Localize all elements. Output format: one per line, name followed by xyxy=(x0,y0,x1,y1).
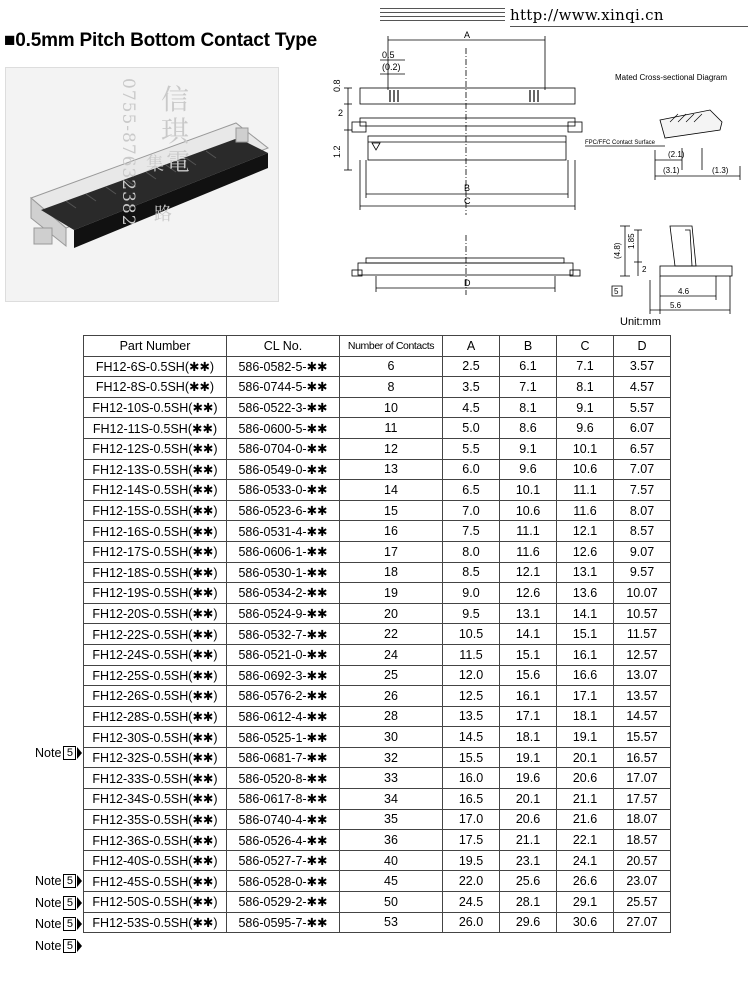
unit-label: Unit:mm xyxy=(620,316,661,328)
table-row xyxy=(84,686,671,707)
cell-dim-a: 14.5 xyxy=(443,727,500,748)
header-c: C xyxy=(557,336,614,357)
row-note xyxy=(35,893,82,913)
cell-dim-c: 10.1 xyxy=(557,438,614,459)
watermark-char-1: 信 xyxy=(161,83,190,116)
table-row xyxy=(84,521,671,542)
note-number-5: 5 xyxy=(63,939,76,953)
dim-12-label: 1.2 xyxy=(332,145,342,158)
cell-dim-d: 10.57 xyxy=(614,603,671,624)
table-row xyxy=(84,747,671,768)
cell-cl-no: 586-0576-2-✱✱ xyxy=(227,686,340,707)
cell-cl-no: 586-0520-8-✱✱ xyxy=(227,768,340,789)
cell-part-number: FH12-35S-0.5SH(✱✱) xyxy=(84,809,227,830)
cell-contacts: 12 xyxy=(340,438,443,459)
dim-2b-label: 2 xyxy=(642,265,647,274)
header-part-number: Part Number xyxy=(84,336,227,357)
cell-contacts: 17 xyxy=(340,541,443,562)
cell-dim-b: 20.6 xyxy=(500,809,557,830)
cell-dim-b: 9.6 xyxy=(500,459,557,480)
cell-contacts: 40 xyxy=(340,850,443,871)
cell-dim-b: 9.1 xyxy=(500,438,557,459)
dim-56-label: 5.6 xyxy=(670,301,682,310)
cell-contacts: 53 xyxy=(340,912,443,933)
cell-contacts: 32 xyxy=(340,747,443,768)
cell-dim-d: 8.57 xyxy=(614,521,671,542)
cell-dim-d: 13.07 xyxy=(614,665,671,686)
cell-dim-a: 6.0 xyxy=(443,459,500,480)
cell-dim-b: 8.6 xyxy=(500,418,557,439)
watermark-phone: 0755-87632382 xyxy=(118,78,138,227)
cell-dim-c: 7.1 xyxy=(557,356,614,377)
note-arrow-icon xyxy=(77,940,82,952)
cell-dim-b: 16.1 xyxy=(500,686,557,707)
cell-dim-b: 29.6 xyxy=(500,912,557,933)
cell-dim-b: 19.1 xyxy=(500,747,557,768)
cell-dim-c: 18.1 xyxy=(557,706,614,727)
cell-dim-c: 16.6 xyxy=(557,665,614,686)
cell-cl-no: 586-0595-7-✱✱ xyxy=(227,912,340,933)
cell-dim-a: 22.0 xyxy=(443,871,500,892)
cell-dim-a: 19.5 xyxy=(443,850,500,871)
cell-dim-c: 12.1 xyxy=(557,521,614,542)
cell-part-number: FH12-45S-0.5SH(✱✱) xyxy=(84,871,227,892)
table-row xyxy=(84,356,671,377)
row-note xyxy=(35,743,82,763)
cell-cl-no: 586-0612-4-✱✱ xyxy=(227,706,340,727)
cell-cl-no: 586-0681-7-✱✱ xyxy=(227,747,340,768)
top-view-lower xyxy=(360,118,575,126)
cell-cl-no: 586-0526-4-✱✱ xyxy=(227,830,340,851)
cell-dim-c: 22.1 xyxy=(557,830,614,851)
dim-05-label: 0.5 xyxy=(382,50,395,60)
cell-dim-b: 11.1 xyxy=(500,521,557,542)
table-row xyxy=(84,871,671,892)
cell-dim-a: 6.5 xyxy=(443,480,500,501)
cell-dim-d: 4.57 xyxy=(614,377,671,398)
spec-table xyxy=(83,335,671,933)
cell-dim-d: 7.57 xyxy=(614,480,671,501)
cell-dim-c: 11.1 xyxy=(557,480,614,501)
cell-dim-a: 12.5 xyxy=(443,686,500,707)
fpc-contact-label: FPC/FFC Contact Surface xyxy=(585,140,656,146)
cell-dim-d: 11.57 xyxy=(614,624,671,645)
product-photo xyxy=(5,67,279,302)
cell-dim-a: 12.0 xyxy=(443,665,500,686)
note-label: Note xyxy=(35,895,62,910)
cell-part-number: FH12-6S-0.5SH(✱✱) xyxy=(84,356,227,377)
cell-part-number: FH12-30S-0.5SH(✱✱) xyxy=(84,727,227,748)
cell-cl-no: 586-0529-2-✱✱ xyxy=(227,892,340,913)
table-row xyxy=(84,644,671,665)
table-row xyxy=(84,562,671,583)
cell-cl-no: 586-0606-1-✱✱ xyxy=(227,541,340,562)
table-row xyxy=(84,727,671,748)
cell-contacts: 15 xyxy=(340,500,443,521)
dim-48-label: (4.8) xyxy=(613,242,622,259)
cell-cl-no: 586-0525-1-✱✱ xyxy=(227,727,340,748)
table-row xyxy=(84,377,671,398)
cell-contacts: 8 xyxy=(340,377,443,398)
cell-dim-c: 21.6 xyxy=(557,809,614,830)
cell-part-number: FH12-15S-0.5SH(✱✱) xyxy=(84,500,227,521)
cell-part-number: FH12-22S-0.5SH(✱✱) xyxy=(84,624,227,645)
table-row xyxy=(84,706,671,727)
cell-dim-d: 6.57 xyxy=(614,438,671,459)
cell-part-number: FH12-26S-0.5SH(✱✱) xyxy=(84,686,227,707)
note-label: Note xyxy=(35,938,62,953)
cell-dim-d: 20.57 xyxy=(614,850,671,871)
note-label: Note xyxy=(35,874,62,889)
cell-dim-c: 20.1 xyxy=(557,747,614,768)
watermark-char-3: 電 xyxy=(166,148,190,176)
cell-dim-c: 20.6 xyxy=(557,768,614,789)
cell-dim-d: 17.07 xyxy=(614,768,671,789)
cell-dim-d: 9.57 xyxy=(614,562,671,583)
table-row xyxy=(84,912,671,933)
cell-dim-a: 8.5 xyxy=(443,562,500,583)
dim-31-label: (3.1) xyxy=(663,166,680,175)
header-cl-no: CL No. xyxy=(227,336,340,357)
cell-dim-c: 30.6 xyxy=(557,912,614,933)
note-number-5: 5 xyxy=(63,917,76,931)
dim-02-label: (0.2) xyxy=(382,62,401,72)
cell-part-number: FH12-14S-0.5SH(✱✱) xyxy=(84,480,227,501)
note-arrow-icon xyxy=(77,875,82,887)
cell-cl-no: 586-0549-0-✱✱ xyxy=(227,459,340,480)
cell-part-number: FH12-50S-0.5SH(✱✱) xyxy=(84,892,227,913)
cell-dim-d: 18.07 xyxy=(614,809,671,830)
cell-cl-no: 586-0692-3-✱✱ xyxy=(227,665,340,686)
table-row xyxy=(84,830,671,851)
cell-contacts: 14 xyxy=(340,480,443,501)
table-row xyxy=(84,809,671,830)
cell-contacts: 13 xyxy=(340,459,443,480)
cell-cl-no: 586-0532-7-✱✱ xyxy=(227,624,340,645)
table-row xyxy=(84,500,671,521)
cell-dim-a: 17.5 xyxy=(443,830,500,851)
note-arrow-icon xyxy=(77,918,82,930)
note-arrow-icon xyxy=(77,897,82,909)
cell-dim-b: 25.6 xyxy=(500,871,557,892)
dim-2-label: 2 xyxy=(338,108,344,118)
dim-46-label: 4.6 xyxy=(678,287,690,296)
cell-dim-c: 13.6 xyxy=(557,583,614,604)
table-row xyxy=(84,541,671,562)
cell-dim-c: 29.1 xyxy=(557,892,614,913)
mated-diagram-label: Mated Cross-sectional Diagram xyxy=(615,73,728,82)
note-label: Note xyxy=(35,917,62,932)
note-arrow-icon xyxy=(77,747,82,759)
cell-dim-a: 4.5 xyxy=(443,397,500,418)
cell-part-number: FH12-34S-0.5SH(✱✱) xyxy=(84,789,227,810)
cell-dim-d: 16.57 xyxy=(614,747,671,768)
cell-dim-a: 5.0 xyxy=(443,418,500,439)
note-5-marker: 5 xyxy=(614,287,619,296)
cell-dim-d: 8.07 xyxy=(614,500,671,521)
cell-dim-b: 10.1 xyxy=(500,480,557,501)
top-view-body xyxy=(360,88,575,104)
row-note xyxy=(35,936,82,956)
cell-dim-b: 12.6 xyxy=(500,583,557,604)
table-row xyxy=(84,892,671,913)
cell-dim-c: 8.1 xyxy=(557,377,614,398)
cell-dim-d: 7.07 xyxy=(614,459,671,480)
cell-contacts: 26 xyxy=(340,686,443,707)
cell-contacts: 50 xyxy=(340,892,443,913)
cell-contacts: 10 xyxy=(340,397,443,418)
cell-dim-c: 9.1 xyxy=(557,397,614,418)
dim-a-label: A xyxy=(464,30,471,40)
cell-dim-a: 16.5 xyxy=(443,789,500,810)
cell-dim-a: 5.5 xyxy=(443,438,500,459)
cell-cl-no: 586-0521-0-✱✱ xyxy=(227,644,340,665)
cell-dim-b: 8.1 xyxy=(500,397,557,418)
table-row xyxy=(84,789,671,810)
dim-b-label: B xyxy=(464,183,471,193)
row-note xyxy=(35,871,82,891)
cell-dim-d: 6.07 xyxy=(614,418,671,439)
cell-dim-d: 12.57 xyxy=(614,644,671,665)
cell-cl-no: 586-0528-0-✱✱ xyxy=(227,871,340,892)
cell-cl-no: 586-0740-4-✱✱ xyxy=(227,809,340,830)
cell-dim-a: 17.0 xyxy=(443,809,500,830)
dim-21-label: (2.1) xyxy=(668,150,685,159)
cell-contacts: 35 xyxy=(340,809,443,830)
cell-dim-d: 14.57 xyxy=(614,706,671,727)
cell-contacts: 6 xyxy=(340,356,443,377)
cell-dim-b: 14.1 xyxy=(500,624,557,645)
cell-dim-c: 19.1 xyxy=(557,727,614,748)
cell-dim-b: 17.1 xyxy=(500,706,557,727)
cell-dim-c: 21.1 xyxy=(557,789,614,810)
cell-dim-d: 3.57 xyxy=(614,356,671,377)
cell-dim-c: 16.1 xyxy=(557,644,614,665)
cell-dim-a: 7.5 xyxy=(443,521,500,542)
cell-dim-d: 15.57 xyxy=(614,727,671,748)
watermark-char-5: 路 xyxy=(154,204,172,225)
cell-dim-b: 6.1 xyxy=(500,356,557,377)
technical-drawings xyxy=(330,30,750,330)
cell-dim-a: 13.5 xyxy=(443,706,500,727)
header-b: B xyxy=(500,336,557,357)
cell-part-number: FH12-10S-0.5SH(✱✱) xyxy=(84,397,227,418)
table-row xyxy=(84,624,671,645)
note-number-5: 5 xyxy=(63,746,76,760)
cell-dim-b: 20.1 xyxy=(500,789,557,810)
cell-dim-d: 27.07 xyxy=(614,912,671,933)
header-d: D xyxy=(614,336,671,357)
table-row xyxy=(84,438,671,459)
cell-part-number: FH12-28S-0.5SH(✱✱) xyxy=(84,706,227,727)
cell-dim-b: 28.1 xyxy=(500,892,557,913)
cell-cl-no: 586-0523-6-✱✱ xyxy=(227,500,340,521)
cell-dim-a: 11.5 xyxy=(443,644,500,665)
cell-dim-c: 9.6 xyxy=(557,418,614,439)
cell-part-number: FH12-40S-0.5SH(✱✱) xyxy=(84,850,227,871)
cell-dim-d: 23.07 xyxy=(614,871,671,892)
cell-part-number: FH12-24S-0.5SH(✱✱) xyxy=(84,644,227,665)
cell-cl-no: 586-0527-7-✱✱ xyxy=(227,850,340,871)
cell-cl-no: 586-0533-0-✱✱ xyxy=(227,480,340,501)
cell-part-number: FH12-13S-0.5SH(✱✱) xyxy=(84,459,227,480)
cell-part-number: FH12-11S-0.5SH(✱✱) xyxy=(84,418,227,439)
cell-dim-b: 13.1 xyxy=(500,603,557,624)
cell-dim-b: 19.6 xyxy=(500,768,557,789)
cell-contacts: 18 xyxy=(340,562,443,583)
cell-dim-a: 10.5 xyxy=(443,624,500,645)
cell-cl-no: 586-0617-8-✱✱ xyxy=(227,789,340,810)
cell-cl-no: 586-0744-5-✱✱ xyxy=(227,377,340,398)
cell-dim-c: 10.6 xyxy=(557,459,614,480)
cell-dim-c: 15.1 xyxy=(557,624,614,645)
cell-dim-c: 11.6 xyxy=(557,500,614,521)
dim-d-label: D xyxy=(464,278,471,288)
table-row xyxy=(84,583,671,604)
cell-dim-a: 9.5 xyxy=(443,603,500,624)
cell-part-number: FH12-32S-0.5SH(✱✱) xyxy=(84,747,227,768)
cell-dim-d: 13.57 xyxy=(614,686,671,707)
table-row xyxy=(84,665,671,686)
cell-contacts: 22 xyxy=(340,624,443,645)
cell-part-number: FH12-33S-0.5SH(✱✱) xyxy=(84,768,227,789)
table-row xyxy=(84,850,671,871)
note-number-5: 5 xyxy=(63,874,76,888)
cell-dim-c: 24.1 xyxy=(557,850,614,871)
cell-dim-a: 16.0 xyxy=(443,768,500,789)
table-row xyxy=(84,418,671,439)
header-a: A xyxy=(443,336,500,357)
cell-cl-no: 586-0524-9-✱✱ xyxy=(227,603,340,624)
cell-contacts: 24 xyxy=(340,644,443,665)
cell-dim-c: 13.1 xyxy=(557,562,614,583)
table-row xyxy=(84,603,671,624)
cell-part-number: FH12-36S-0.5SH(✱✱) xyxy=(84,830,227,851)
cell-contacts: 16 xyxy=(340,521,443,542)
cell-dim-b: 12.1 xyxy=(500,562,557,583)
cell-dim-b: 10.6 xyxy=(500,500,557,521)
watermark-char-2: 琪 xyxy=(161,115,190,148)
cell-part-number: FH12-19S-0.5SH(✱✱) xyxy=(84,583,227,604)
cell-contacts: 20 xyxy=(340,603,443,624)
cell-part-number: FH12-25S-0.5SH(✱✱) xyxy=(84,665,227,686)
cell-dim-a: 26.0 xyxy=(443,912,500,933)
cell-dim-b: 21.1 xyxy=(500,830,557,851)
cell-dim-a: 15.5 xyxy=(443,747,500,768)
cell-contacts: 11 xyxy=(340,418,443,439)
page-title: ■0.5mm Pitch Bottom Contact Type xyxy=(4,30,317,51)
table-header-row xyxy=(84,336,671,357)
cell-part-number: FH12-20S-0.5SH(✱✱) xyxy=(84,603,227,624)
cell-dim-d: 9.07 xyxy=(614,541,671,562)
cell-dim-c: 14.1 xyxy=(557,603,614,624)
cell-part-number: FH12-18S-0.5SH(✱✱) xyxy=(84,562,227,583)
table-row xyxy=(84,480,671,501)
cell-cl-no: 586-0531-4-✱✱ xyxy=(227,521,340,542)
cell-contacts: 36 xyxy=(340,830,443,851)
cell-part-number: FH12-53S-0.5SH(✱✱) xyxy=(84,912,227,933)
dim-185-label: 1.85 xyxy=(627,233,636,249)
cell-contacts: 45 xyxy=(340,871,443,892)
cell-contacts: 34 xyxy=(340,789,443,810)
cell-contacts: 25 xyxy=(340,665,443,686)
table-row xyxy=(84,397,671,418)
cell-dim-a: 7.0 xyxy=(443,500,500,521)
cell-cl-no: 586-0600-5-✱✱ xyxy=(227,418,340,439)
dim-c-label: C xyxy=(464,196,471,206)
header-url[interactable]: http://www.xinqi.cn xyxy=(510,6,664,24)
dim-08-label: 0.8 xyxy=(332,79,342,92)
cell-dim-d: 10.07 xyxy=(614,583,671,604)
cell-dim-c: 12.6 xyxy=(557,541,614,562)
note-label: Note xyxy=(35,745,62,760)
cell-dim-d: 25.57 xyxy=(614,892,671,913)
note-number-5: 5 xyxy=(63,896,76,910)
cell-cl-no: 586-0534-2-✱✱ xyxy=(227,583,340,604)
table-body xyxy=(84,356,671,933)
cell-dim-d: 18.57 xyxy=(614,830,671,851)
cell-dim-c: 17.1 xyxy=(557,686,614,707)
cell-dim-b: 11.6 xyxy=(500,541,557,562)
cell-cl-no: 586-0582-5-✱✱ xyxy=(227,356,340,377)
cell-dim-a: 9.0 xyxy=(443,583,500,604)
header-rule-lines xyxy=(380,8,505,26)
cell-part-number: FH12-16S-0.5SH(✱✱) xyxy=(84,521,227,542)
cell-dim-a: 3.5 xyxy=(443,377,500,398)
cell-dim-c: 26.6 xyxy=(557,871,614,892)
cell-dim-a: 8.0 xyxy=(443,541,500,562)
row-note xyxy=(35,914,82,934)
header-underline xyxy=(510,26,748,27)
cell-dim-b: 15.1 xyxy=(500,644,557,665)
watermark-char-4: 集 xyxy=(146,154,164,175)
header-contacts: Number of Contacts xyxy=(340,336,443,357)
cell-cl-no: 586-0530-1-✱✱ xyxy=(227,562,340,583)
cell-dim-d: 17.57 xyxy=(614,789,671,810)
cell-part-number: FH12-17S-0.5SH(✱✱) xyxy=(84,541,227,562)
cell-dim-a: 24.5 xyxy=(443,892,500,913)
cell-dim-a: 2.5 xyxy=(443,356,500,377)
cell-contacts: 28 xyxy=(340,706,443,727)
cell-part-number: FH12-12S-0.5SH(✱✱) xyxy=(84,438,227,459)
dim-13-label: (1.3) xyxy=(712,166,729,175)
table-row xyxy=(84,768,671,789)
cell-dim-b: 18.1 xyxy=(500,727,557,748)
cell-dim-b: 15.6 xyxy=(500,665,557,686)
cell-contacts: 19 xyxy=(340,583,443,604)
cell-part-number: FH12-8S-0.5SH(✱✱) xyxy=(84,377,227,398)
cell-contacts: 33 xyxy=(340,768,443,789)
table-row xyxy=(84,459,671,480)
cell-contacts: 30 xyxy=(340,727,443,748)
cell-dim-d: 5.57 xyxy=(614,397,671,418)
cell-dim-b: 23.1 xyxy=(500,850,557,871)
connector-illustration xyxy=(6,68,278,301)
cell-cl-no: 586-0522-3-✱✱ xyxy=(227,397,340,418)
cell-cl-no: 586-0704-0-✱✱ xyxy=(227,438,340,459)
cell-dim-b: 7.1 xyxy=(500,377,557,398)
